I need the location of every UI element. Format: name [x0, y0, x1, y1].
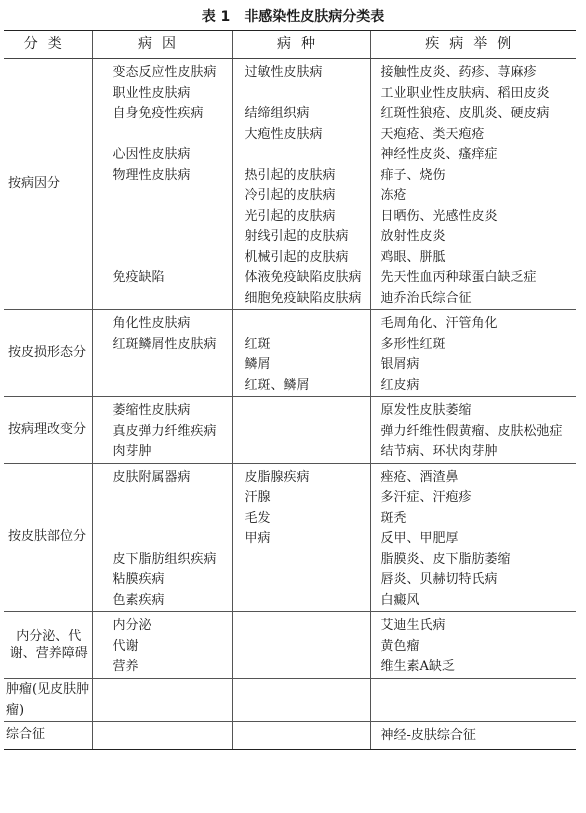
example-item: 白癜风 [380, 592, 420, 608]
category-label: 按病理改变分 [8, 421, 87, 437]
example-item: 多形性红斑 [380, 336, 446, 352]
example-item: 红斑性狼疮、皮肌炎、硬皮病 [380, 106, 550, 121]
table-header-row [4, 31, 576, 59]
cause-item: 内分泌 [112, 618, 152, 633]
table-title [0, 6, 586, 26]
type-cell [232, 678, 370, 721]
type-item [245, 616, 370, 637]
cause-item: 萎缩性皮肤病 [112, 403, 191, 418]
type-item: 红斑、鳞屑 [244, 377, 310, 393]
table-row [4, 310, 576, 397]
header-example: 疾病举例 [370, 31, 576, 59]
type-cell [232, 310, 370, 397]
example-item: 红皮病 [380, 377, 420, 393]
type-cell [232, 59, 370, 310]
cause-item: 角化性皮肤病 [112, 316, 191, 331]
example-item: 艾迪生氏病 [380, 618, 446, 633]
cause-item [113, 488, 232, 509]
cause-item [113, 227, 232, 248]
type-cell [232, 612, 370, 679]
type-item: 射线引起的皮肤病 [244, 229, 349, 244]
example-cell [370, 721, 576, 749]
example-cell [370, 612, 576, 679]
type-item: 体液免疫缺陷皮肤病 [244, 270, 362, 285]
type-item: 大疱性皮肤病 [244, 126, 323, 142]
category-label: 按皮损形态分 [8, 344, 87, 360]
category-label: 综合征 [6, 726, 46, 742]
cause-item: 心因性皮肤病 [112, 147, 191, 162]
cause-item: 物理性皮肤病 [112, 167, 191, 183]
example-item: 天疱疮、类天疱疮 [380, 126, 485, 142]
cause-item [113, 355, 232, 376]
category-label: 按病因分 [8, 175, 61, 191]
cause-cell [92, 397, 232, 464]
category-label: 按皮肤部位分 [8, 529, 87, 544]
type-item: 机械引起的皮肤病 [244, 249, 349, 265]
cause-item: 肉芽肿 [112, 444, 152, 459]
example-item: 反甲、甲肥厚 [380, 531, 459, 546]
cause-item [113, 289, 232, 310]
example-item: 结节病、环状肉芽肿 [380, 444, 498, 459]
cause-item [113, 529, 232, 550]
category-cell [4, 59, 92, 310]
type-item: 毛发 [244, 510, 271, 526]
cause-cell [92, 59, 232, 310]
header-type: 病种 [232, 31, 370, 59]
example-item: 黄色瘤 [380, 638, 420, 654]
cause-item: 粘膜疾病 [112, 572, 165, 587]
cause-cell [92, 310, 232, 397]
example-item: 工业职业性皮肤病、稻田皮炎 [380, 85, 550, 101]
cause-item: 变态反应性皮肤病 [112, 65, 217, 80]
example-cell [370, 678, 576, 721]
type-item [245, 145, 370, 166]
example-item: 弹力纤维性假黄瘤、皮肤松弛症 [380, 423, 563, 439]
type-item: 光引起的皮肤病 [244, 208, 336, 224]
type-cell [232, 721, 370, 749]
cause-item: 职业性皮肤病 [112, 85, 191, 101]
example-item: 接触性皮炎、药疹、荨麻疹 [380, 65, 537, 80]
cause-item [113, 207, 232, 228]
type-item: 鳞屑 [244, 357, 271, 372]
table-number: 表 1 [201, 9, 231, 25]
type-item: 结缔组织病 [244, 106, 310, 121]
table-row [4, 59, 576, 310]
cause-cell [92, 678, 232, 721]
example-item: 放射性皮炎 [380, 229, 446, 244]
example-item: 痱子、烧伤 [380, 167, 446, 183]
example-cell [370, 59, 576, 310]
classification-table [4, 30, 576, 750]
example-item: 日晒伤、光感性皮炎 [380, 208, 498, 224]
header-category: 分类 [4, 31, 92, 59]
type-item: 甲病 [244, 531, 271, 546]
cause-item: 免疫缺陷 [112, 270, 165, 285]
cause-item [113, 248, 232, 269]
cause-item [113, 186, 232, 207]
type-item [245, 550, 370, 571]
category-cell [4, 397, 92, 464]
type-cell [232, 397, 370, 464]
type-item [245, 570, 370, 591]
cause-item: 皮肤附属器病 [112, 469, 191, 485]
example-item: 冻疮 [380, 188, 407, 203]
type-item: 细胞免疫缺陷皮肤病 [244, 290, 362, 306]
table-row [4, 678, 576, 721]
cause-item: 色素疾病 [112, 592, 165, 608]
category-cell [4, 463, 92, 612]
type-item: 冷引起的皮肤病 [244, 188, 336, 203]
header-cause: 病因 [92, 31, 232, 59]
cause-cell [92, 463, 232, 612]
type-cell [232, 463, 370, 612]
example-item: 脂膜炎、皮下脂肪萎缩 [380, 551, 511, 567]
type-item [245, 401, 370, 422]
example-item: 多汗症、汗疱疹 [380, 490, 472, 505]
example-cell [370, 310, 576, 397]
type-item [245, 657, 370, 678]
cause-item: 红斑鳞屑性皮肤病 [112, 336, 217, 352]
category-cell [4, 721, 92, 749]
type-item: 热引起的皮肤病 [244, 167, 336, 183]
category-cell [4, 310, 92, 397]
type-item [245, 314, 370, 335]
type-item [245, 591, 370, 612]
example-cell [370, 463, 576, 612]
cause-item [113, 125, 232, 146]
example-item: 先天性血丙种球蛋白缺乏症 [380, 270, 537, 285]
example-item: 银屑病 [380, 357, 420, 372]
type-item [245, 422, 370, 443]
category-label: 内分泌、代谢、营养障碍 [9, 628, 88, 661]
example-cell [370, 397, 576, 464]
type-item [245, 637, 370, 658]
table-row [4, 721, 576, 749]
type-item: 汗腺 [244, 490, 271, 505]
example-item: 神经性皮炎、瘙痒症 [380, 147, 498, 162]
type-item [245, 442, 370, 463]
example-item: 毛周角化、汗管角化 [380, 316, 498, 331]
cause-item [113, 376, 232, 397]
category-cell [4, 678, 92, 721]
cause-item: 真皮弹力纤维疾病 [112, 423, 217, 439]
table-row [4, 612, 576, 679]
example-item: 神经-皮肤综合征 [380, 727, 476, 743]
cause-cell [92, 721, 232, 749]
example-item: 原发性皮肤萎缩 [380, 403, 472, 418]
table-row [4, 463, 576, 612]
example-item: 斑秃 [380, 510, 407, 526]
example-item: 唇炎、贝赫切特氏病 [380, 572, 498, 587]
table-row [4, 397, 576, 464]
category-label: 肿瘤(见皮肤肿瘤) [6, 681, 90, 718]
cause-item: 代谢 [112, 638, 139, 654]
cause-item: 营养 [112, 659, 139, 674]
example-item: 迪乔治氏综合征 [380, 290, 472, 306]
cause-item: 自身免疫性疾病 [112, 106, 204, 121]
example-item: 鸡眼、胼胝 [380, 249, 446, 265]
example-item: 维生素A缺乏 [380, 659, 455, 674]
type-item: 红斑 [244, 336, 271, 352]
table-title-text: 非感染性皮肤病分类表 [244, 9, 385, 25]
example-item: 痤疮、酒渣鼻 [380, 469, 459, 485]
type-item: 过敏性皮肤病 [244, 65, 323, 80]
category-cell [4, 612, 92, 679]
cause-item [113, 509, 232, 530]
cause-item: 皮下脂肪组织疾病 [112, 551, 217, 567]
cause-cell [92, 612, 232, 679]
type-item: 皮脂腺疾病 [244, 469, 310, 485]
type-item [245, 84, 370, 105]
